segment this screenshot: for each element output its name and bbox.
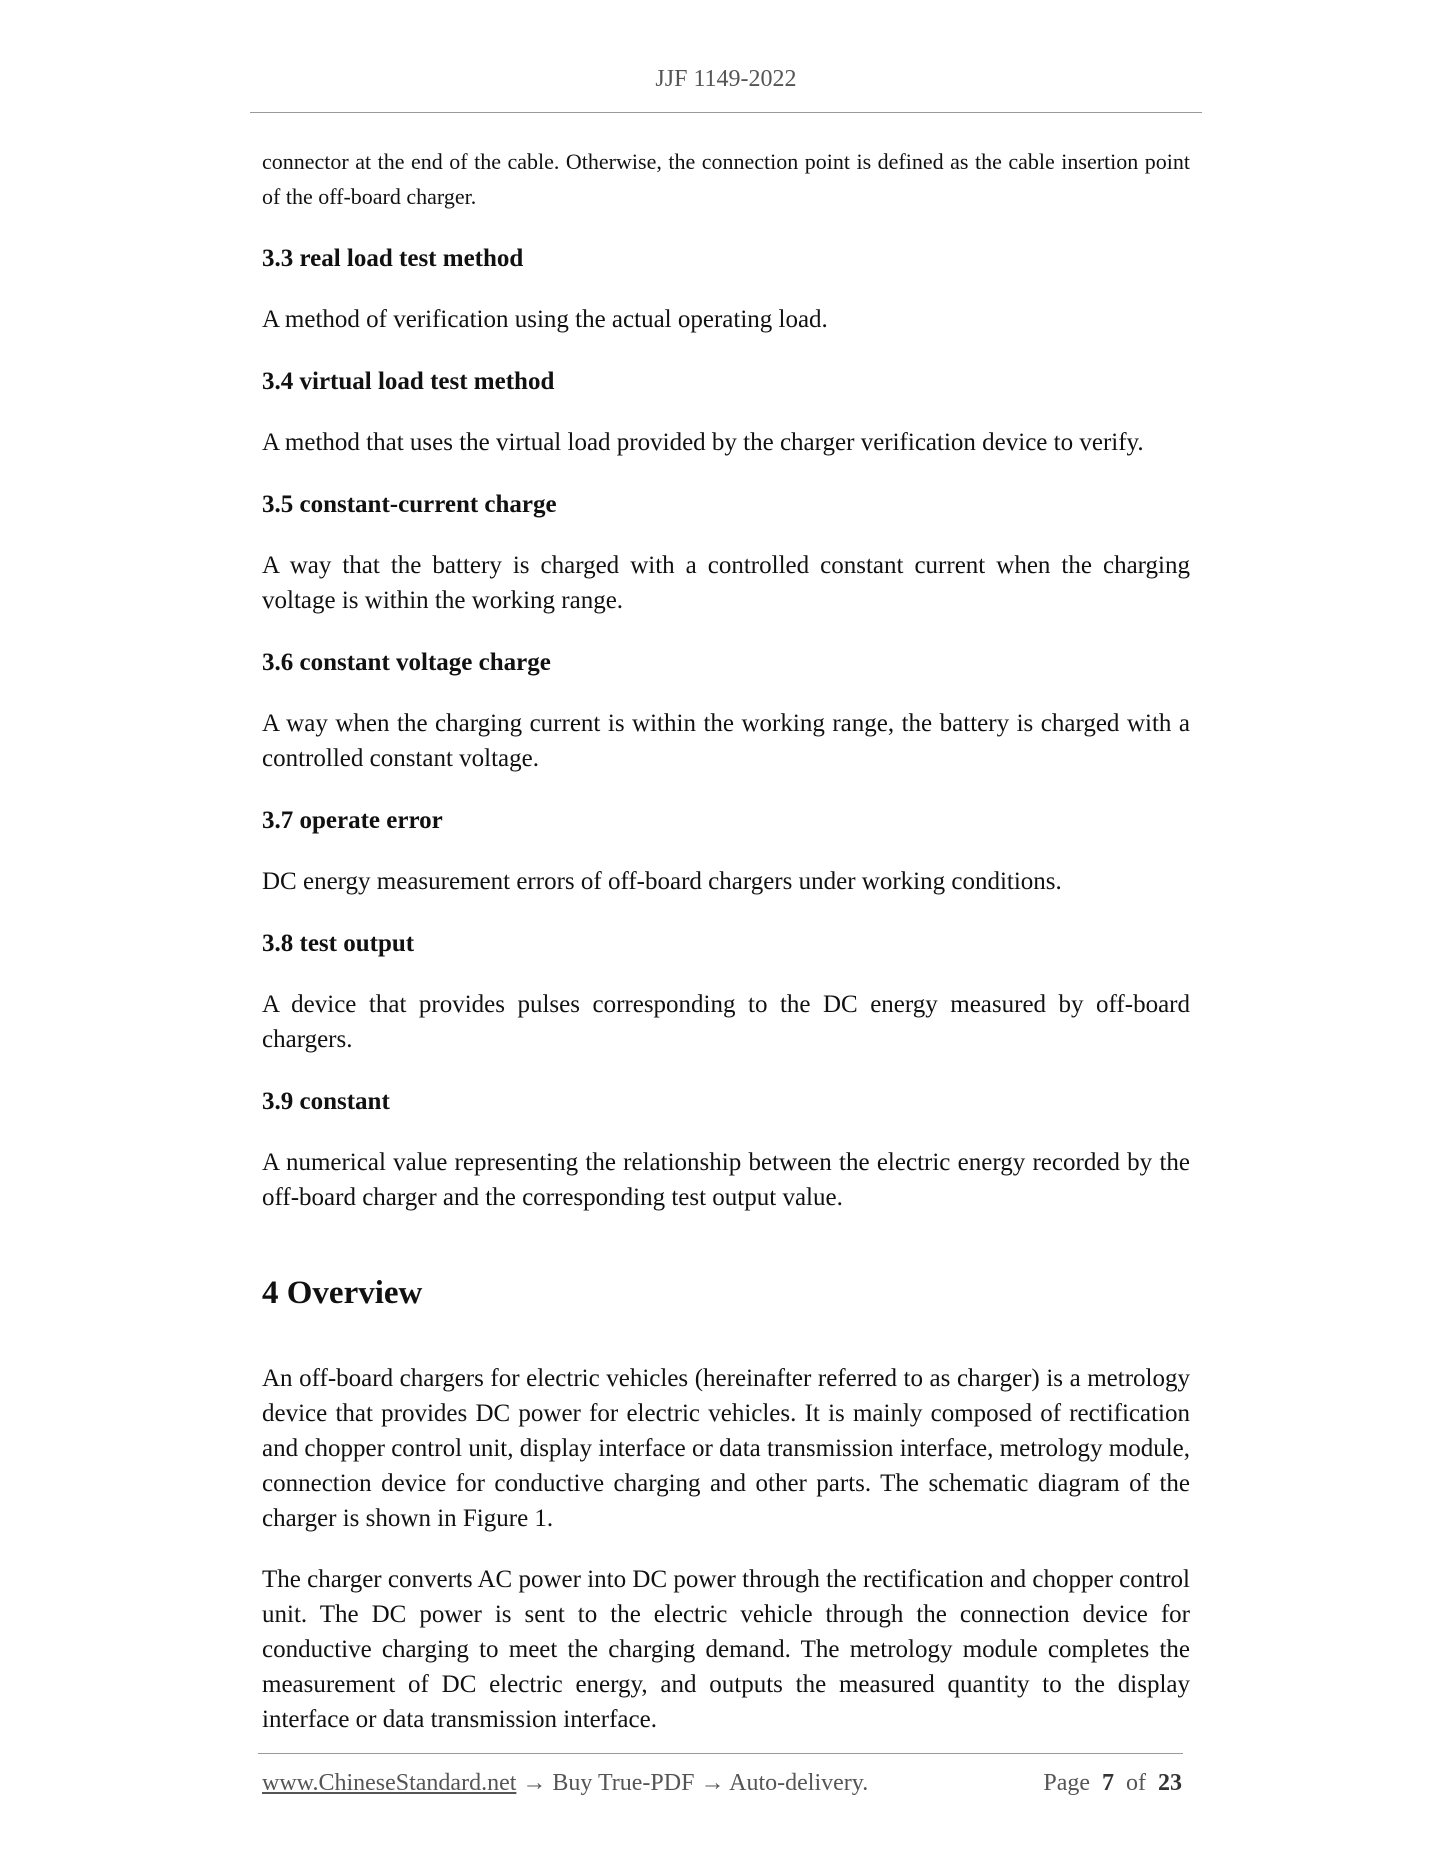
page-label: Page — [1043, 1770, 1090, 1796]
term-definition: A method that uses the virtual load provided by the charger verification device to verify. — [262, 429, 1144, 456]
page-indicator — [1043, 1770, 1182, 1797]
term-title: 3.8 test output — [262, 930, 415, 957]
total-pages-number: 23 — [1158, 1770, 1182, 1796]
footer-divider — [258, 1753, 1183, 1754]
footer-promo — [262, 1770, 868, 1797]
term-title: 3.9 constant — [262, 1088, 390, 1115]
intro-paragraph: connector at the end of the cable. Otherwise, the connection point is defined as the cable insertion point of the off-board charger. — [262, 149, 1190, 209]
term-definition: A device that provides pulses corresponding to the DC energy measured by off-board chargers. — [262, 991, 1190, 1053]
term-3-8 — [262, 926, 1190, 1057]
current-page-number: 7 — [1102, 1770, 1114, 1796]
auto-delivery-text: Auto-delivery. — [729, 1770, 869, 1796]
term-definition: A method of verification using the actual operating load. — [262, 306, 828, 333]
of-label: of — [1126, 1770, 1146, 1796]
overview-paragraph: An off-board chargers for electric vehicles (hereinafter referred to as charger) is a metrology device that provides DC power for electric vehicles. It is mainly composed of rectification and chopper control unit, display interface or data transmission interface, metrology module, connection device for conductive charging and other parts. The schematic diagram of the charger is shown in Figure 1. — [262, 1365, 1190, 1532]
term-title: 3.6 constant voltage charge — [262, 649, 551, 676]
website-link[interactable]: www.ChineseStandard.net — [262, 1770, 517, 1796]
term-3-3 — [262, 241, 1190, 337]
term-definition: DC energy measurement errors of off-board chargers under working conditions. — [262, 868, 1062, 895]
term-definition: A numerical value representing the relationship between the electric energy recorded by the off-board charger and the corresponding test output value. — [262, 1149, 1190, 1211]
page-body — [262, 144, 1190, 1737]
term-title: 3.7 operate error — [262, 807, 443, 834]
term-title: 3.4 virtual load test method — [262, 368, 555, 395]
term-definition: A way when the charging current is within the working range, the battery is charged with a controlled constant voltage. — [262, 710, 1190, 772]
term-3-9 — [262, 1084, 1190, 1215]
header-divider — [250, 112, 1202, 113]
term-title: 3.5 constant-current charge — [262, 491, 557, 518]
arrow-right-icon: → — [522, 1770, 547, 1796]
arrow-right-icon: → — [700, 1770, 725, 1796]
document-code: JJF 1149-2022 — [655, 66, 797, 92]
term-3-7 — [262, 803, 1190, 899]
section-heading-overview: 4 Overview — [262, 1275, 423, 1311]
overview-paragraph: The charger converts AC power into DC power through the rectification and chopper control unit. The DC power is sent to the electric vehicle through the connection device for conductive charging to meet the charging demand. The metrology module completes the measurement of DC electric energy, and outputs the measured quantity to the display interface or data transmission interface. — [262, 1566, 1190, 1733]
term-3-6 — [262, 645, 1190, 776]
buy-pdf-text: Buy True-PDF — [552, 1770, 695, 1796]
term-definition: A way that the battery is charged with a controlled constant current when the charging voltage is within the working range. — [262, 552, 1190, 614]
term-3-4 — [262, 364, 1190, 460]
document-header — [250, 66, 1202, 93]
term-title: 3.3 real load test method — [262, 245, 524, 272]
term-3-5 — [262, 487, 1190, 618]
